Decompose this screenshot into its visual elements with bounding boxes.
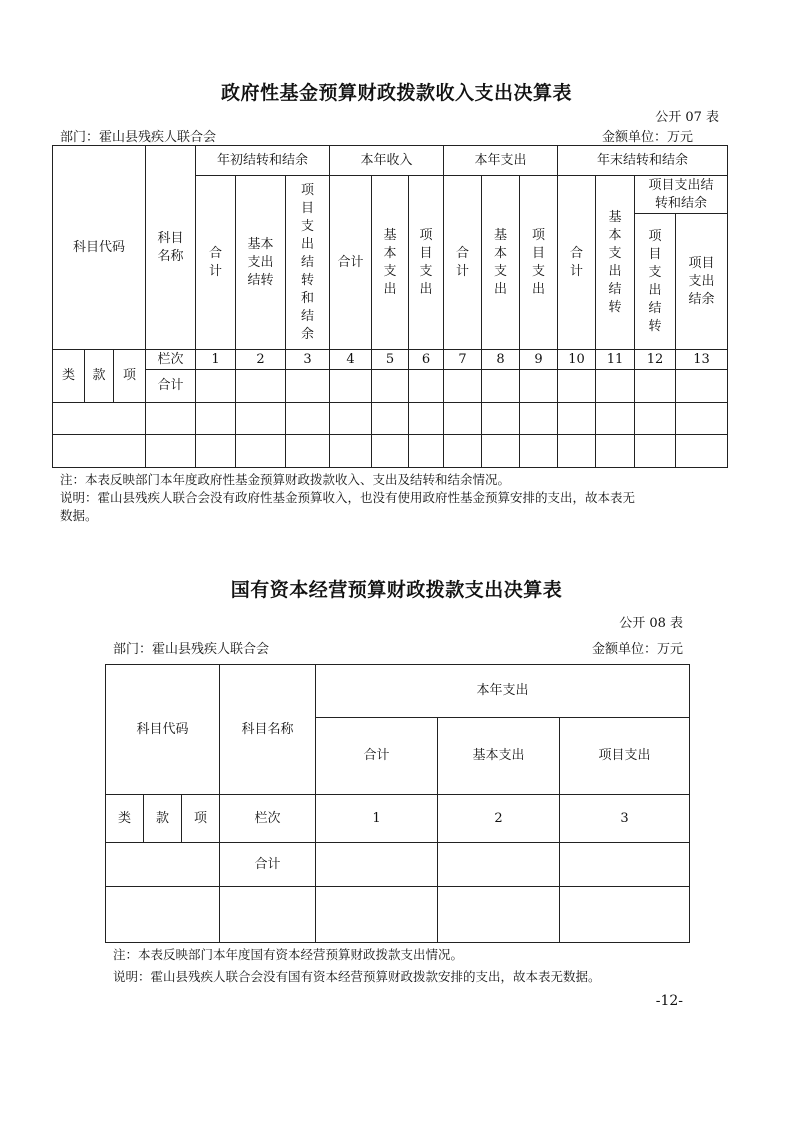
col-expense-total: 合计 (316, 718, 438, 795)
label-total: 合计 (220, 843, 316, 887)
table8-explanation: 说明：霍山县残疾人联合会没有国有资本经营预算财政拨款安排的支出，故本表无数据。 (113, 969, 601, 984)
table7-code: 公开 07 表 (655, 110, 719, 125)
col-opening-basic: 基本支出结转 (236, 176, 286, 350)
table8-unit: 金额单位：万元 (591, 642, 683, 657)
label-section: 款 (144, 795, 182, 843)
column-number: 7 (444, 350, 482, 370)
table-row (53, 435, 728, 468)
column-number: 10 (558, 350, 596, 370)
table-row (53, 403, 728, 435)
column-number: 2 (236, 350, 286, 370)
column-number: 4 (330, 350, 372, 370)
col-expense-project: 项目支出 (560, 718, 690, 795)
label-item: 项 (114, 350, 146, 403)
column-number: 9 (520, 350, 558, 370)
col-closing-project-surplus: 项目支出结余 (676, 214, 728, 350)
header-closing-project: 项目支出结转和结余 (635, 176, 728, 214)
col-expense-basic: 基本支出 (438, 718, 560, 795)
table7-dept: 部门：霍山县残疾人联合会 (60, 130, 217, 145)
col-income-project: 项目支出 (409, 176, 444, 350)
label-item: 项 (182, 795, 220, 843)
table8-dept: 部门：霍山县残疾人联合会 (113, 642, 270, 657)
col-opening-project: 项目支出结转和结余 (286, 176, 330, 350)
column-number: 2 (438, 795, 560, 843)
header-opening-balance: 年初结转和结余 (196, 146, 330, 176)
col-closing-basic: 基本支出结转 (596, 176, 635, 350)
label-class: 类 (53, 350, 85, 403)
column-number: 12 (635, 350, 676, 370)
header-subject-code: 科目代码 (106, 665, 220, 795)
header-current-expense: 本年支出 (316, 665, 690, 718)
table8-code: 公开 08 表 (619, 616, 683, 631)
column-number: 5 (372, 350, 409, 370)
table7 (52, 145, 728, 468)
col-closing-total: 合计 (558, 176, 596, 350)
column-number: 8 (482, 350, 520, 370)
col-opening-total: 合计 (196, 176, 236, 350)
label-class: 类 (106, 795, 144, 843)
label-column-no: 栏次 (220, 795, 316, 843)
col-expense-basic: 基本支出 (482, 176, 520, 350)
table7-explanation: 说明：霍山县残疾人联合会没有政府性基金预算收入，也没有使用政府性基金预算安排的支出，故本表无 (60, 490, 636, 505)
column-number: 6 (409, 350, 444, 370)
table7-unit: 金额单位：万元 (601, 130, 693, 145)
table7-note: 注：本表反映部门本年度政府性基金预算财政拨款收入、支出及结转和结余情况。 (60, 472, 511, 487)
column-number: 3 (286, 350, 330, 370)
col-expense-project: 项目支出 (520, 176, 558, 350)
table8-title: 国有资本经营预算财政拨款支出决算表 (230, 579, 563, 601)
column-number: 1 (316, 795, 438, 843)
header-subject-name: 科目名称 (146, 146, 196, 350)
header-current-income: 本年收入 (330, 146, 444, 176)
table7-explanation-cont: 数据。 (60, 508, 98, 523)
table8 (105, 664, 690, 943)
header-subject-name: 科目名称 (220, 665, 316, 795)
header-current-expense: 本年支出 (444, 146, 558, 176)
col-closing-project-carry: 项目支出结转 (635, 214, 676, 350)
table8-note: 注：本表反映部门本年度国有资本经营预算财政拨款支出情况。 (113, 947, 464, 962)
table7-title: 政府性基金预算财政拨款收入支出决算表 (220, 82, 572, 104)
col-expense-total: 合计 (444, 176, 482, 350)
column-number: 11 (596, 350, 635, 370)
header-closing-balance: 年末结转和结余 (558, 146, 728, 176)
label-column-no: 栏次 (146, 350, 196, 370)
header-subject-code: 科目代码 (53, 146, 146, 350)
column-number: 1 (196, 350, 236, 370)
label-section: 款 (85, 350, 114, 403)
column-number: 13 (676, 350, 728, 370)
col-income-total: 合计 (330, 176, 372, 350)
col-income-basic: 基本支出 (372, 176, 409, 350)
column-number: 3 (560, 795, 690, 843)
page-number: -12- (655, 993, 683, 1009)
table-row (106, 887, 690, 943)
label-total: 合计 (146, 370, 196, 403)
